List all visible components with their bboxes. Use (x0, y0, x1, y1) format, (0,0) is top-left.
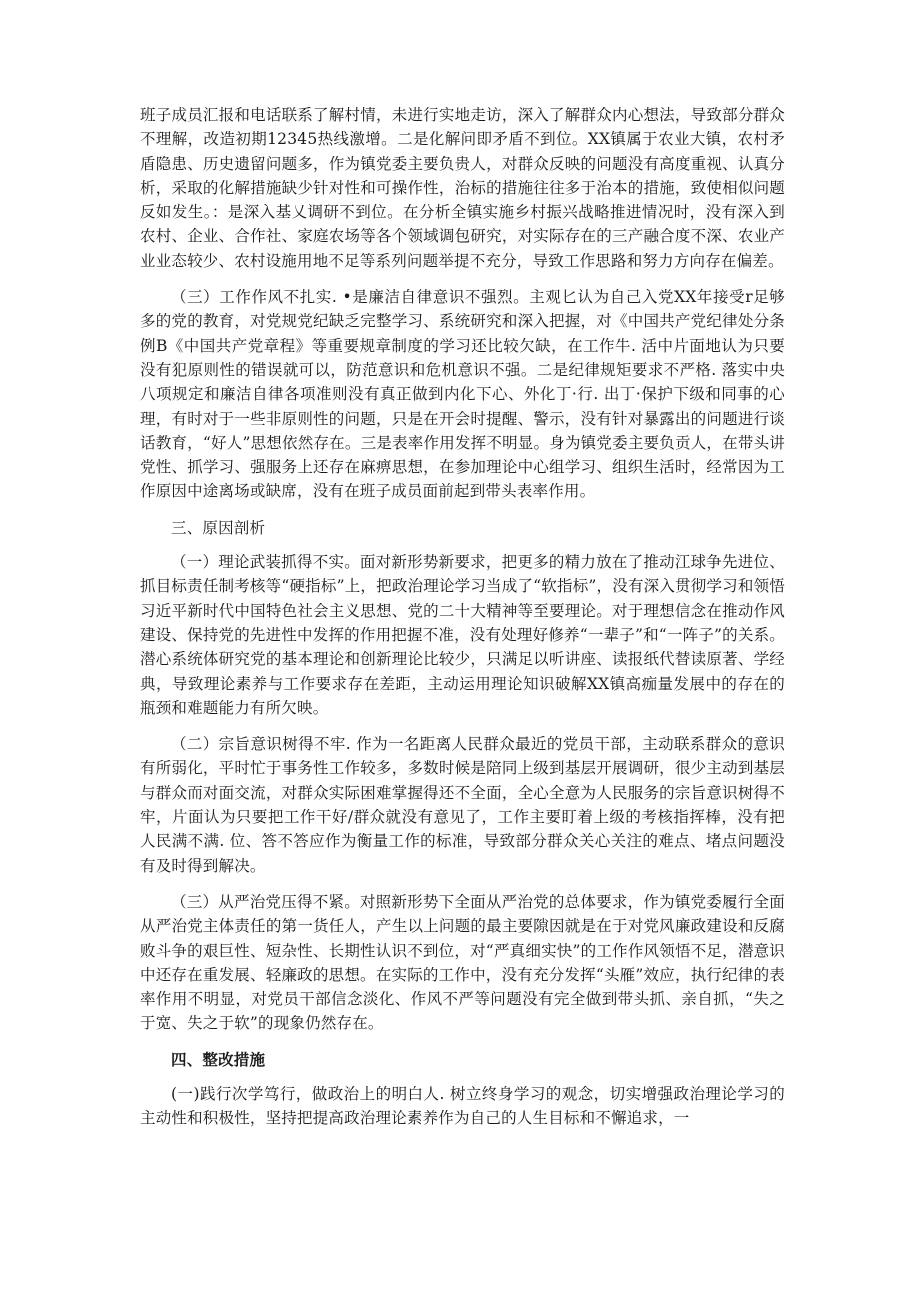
paragraph-rectification-1: (一)践行次学笃行，做政治上的明白人. 树立终身学习的观念，切实增强政治理论学习的主动性和积极性，坚持把提高政治理论素养作为自己的人生目标和不懈追求，一 (140, 1084, 785, 1128)
paragraph-work-style: （三）工作作风不扎实. •是廉洁自律意识不强烈。主观匕认为自己入党XX年接受r足够多的党的教育，对党规党纪缺乏完整学习、系统研究和深入把握，对《中国共产党纪律处分条例B《中国共产党章程》等重要规章制度的学习还比较欠缺，在工作牛. 活中片面地认为只要没有犯原则性的错误就可以，防范意识和危机意识不强。二是纪律规矩要求不严格. 落实中央八项规定和廉洁自律各项准则没有真正做到内化下心、外化丁·行. 出丁·保护下级和同事的心理，有时对于一些非原则性的问题，只是在开会时提醒、警示，没有针对暴露出的问题进行谈话教育，“好人”思想依然存在。三是表率作用发挥不明显。身为镇党委主要负贡人，在带头讲党性、抓学习、强服务上还存在麻痹思想，在参加理论中心组学习、组织生活时，经常因为工作原因中途离场或缺席，没有在班子成员面前起到带头表率作用。 (140, 288, 785, 501)
paragraph-continuation: 班子成员汇报和电话联系了解村情，未进行实地走访，深入了解群众内心想法，导致部分群众不理解，改造初期12345热线激增。二是化解问即矛盾不到位。XX镇属于农业大镇，农村矛盾隐患、历史遗留问题多，作为镇党委主要负贵人，对群众反映的问题没有高度重视、认真分析，采取的化解措施缺少针对性和可操作性，治标的措施往往多于治本的措施，致使相似问题反如发生。：是深入基乂调研不到位。在分析全镇实施乡村振兴战略推进情况时，没有深入到农村、企业、合作社、家庭农场等各个领域调包研究，对实际存在的三产融合度不深、农业产业业态较少、农村设施用地不足等系列问题举提不充分，导致工作思路和努力方向存在偏差。 (140, 106, 785, 270)
paragraph-strict-governance: （三）从严治党压得不紧。对照新形势下全面从严治党的总体要求，作为镇党委履行全面从严治党主体责任的第一货任人，产生以上问题的最主要隙因就是在于对党风廉政建设和反腐败斗争的艰巨性、短杂性、长期性认识不到位，对“严真细实快”的工作作风领悟不足，潜意识中还存在重发展、轻廉政的思想。在实际的工作中，没有充分发挥“头雁”效应，执行纪律的表率作用不明显，对党员干部信念淡化、作风不严等问题没有完全做到带头抓、亲自抓，“失之于宽、失之于软”的现象仍然存在。 (140, 892, 785, 1033)
section-heading-cause-analysis: 三、原因剖析 (171, 518, 266, 537)
paragraph-theory-armament: （一）理论武装抓得不实。面对新形势新要求，把更多的精力放在了推动江球争先进位、抓目标责任制考核等“硬指标”上，把政治理论学习当成了“软指标”，没有深入贯彻学习和领悟习近平新时代中国特色社会主义思想、党的二十大精神等至要理论。对于理想信念在推动作风建设、保持党的先进性中发挥的作用把握不准，没有处理好修养“一辈子”和“一阵子”的关系。潜心系统体研究党的基本理论和创新理论比较少，只满足以听讲座、读报纸代替读原著、学经典，导致理论素养与工作要求存在差距，主动运用理论知识破解XX镇高痂量发展中的存在的瓶颈和难题能力有所欠映。 (140, 553, 785, 717)
section-heading-rectification: 四、整改措施 (171, 1049, 266, 1069)
document-page (140, 103, 785, 1143)
paragraph-purpose-awareness: （二）宗旨意识树得不牢. 作为一名距离人民群众最近的党员干部，主动联系群众的意识有所弱化，平时忙于事务性工作较多，多数时候是陪同上级到基层开展调研，很少主动到基层与群众而对面交流，对群众实际困难掌握得还不全面，全心全意为人民服务的宗旨意识树得不牢，片面认为只要把工作干好/群众就没有意见了，工作主要盯着上级的考核指挥棒，没有把人民满不满. 位、答不答应作为衡量工作的标准，导致部分群众关心关注的难点、堵点问题没有及时得到解决。 (140, 735, 785, 875)
